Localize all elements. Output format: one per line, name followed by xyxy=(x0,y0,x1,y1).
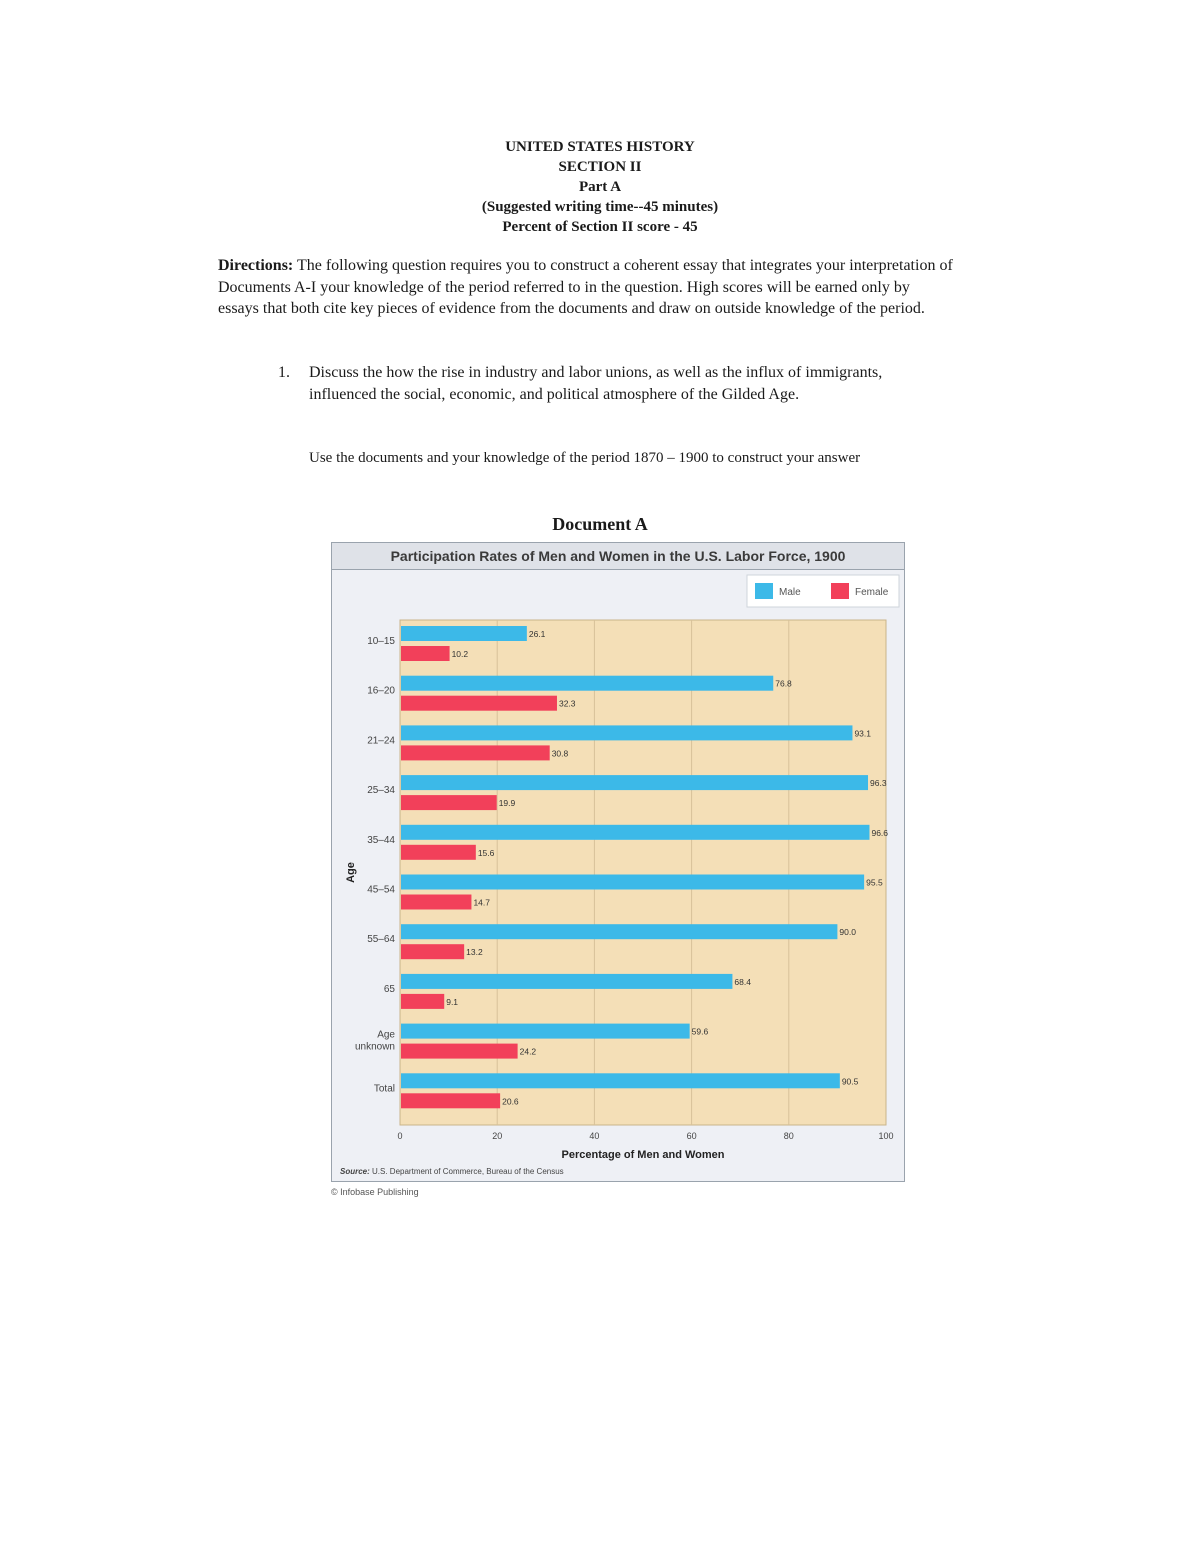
male-bar xyxy=(401,676,773,691)
question-number: 1. xyxy=(278,364,290,381)
category-label: 45–54 xyxy=(367,884,395,896)
male-bar-label: 95.5 xyxy=(866,877,883,888)
chart-frame xyxy=(331,542,905,1182)
x-axis-title: Percentage of Men and Women xyxy=(561,1149,725,1161)
directions-label: Directions: xyxy=(218,257,294,274)
male-bar xyxy=(401,725,852,740)
directions-paragraph xyxy=(218,255,953,320)
male-bar-label: 96.3 xyxy=(870,778,887,789)
category-label: 16–20 xyxy=(367,685,395,697)
male-bar xyxy=(401,974,732,989)
female-bar-label: 10.2 xyxy=(451,649,469,659)
chart-source: Source: U.S. Department of Commerce, Bureau of the Census xyxy=(340,1167,564,1176)
x-tick-label: 100 xyxy=(878,1131,894,1141)
category-label: 35–44 xyxy=(367,834,395,846)
female-bar-label: 20.6 xyxy=(502,1096,519,1107)
male-bar xyxy=(401,1073,840,1088)
female-bar-label: 9.1 xyxy=(446,996,459,1007)
question-instruction: Use the documents and your knowledge of the period 1870 – 1900 to construct your answer xyxy=(309,450,861,466)
female-bar xyxy=(401,944,464,959)
female-legend-swatch xyxy=(831,583,849,599)
category-label: 55–64 xyxy=(367,934,395,946)
male-bar-label: 90.5 xyxy=(841,1076,859,1087)
category-label: 25–34 xyxy=(367,785,395,797)
female-legend-label: Female xyxy=(855,587,889,598)
male-bar-label: 59.6 xyxy=(691,1026,709,1037)
female-bar xyxy=(401,745,550,760)
male-bar xyxy=(401,924,837,939)
header-part: Part A xyxy=(578,179,622,195)
category-label: 21–24 xyxy=(367,735,395,747)
header-writing-time: (Suggested writing time--45 minutes) xyxy=(481,199,719,215)
male-bar-label: 90.0 xyxy=(839,927,856,938)
x-tick-label: 40 xyxy=(589,1131,600,1141)
male-bar-label: 96.6 xyxy=(871,827,889,838)
x-tick-label: 60 xyxy=(686,1131,697,1141)
female-bar-label: 13.2 xyxy=(466,947,483,958)
category-label: Age xyxy=(377,1029,395,1041)
document-title: Document A xyxy=(552,514,648,534)
male-bar xyxy=(401,775,868,790)
female-bar xyxy=(401,1044,518,1059)
category-label: unknown xyxy=(354,1041,395,1053)
male-bar-label: 26.1 xyxy=(528,629,546,639)
female-bar xyxy=(401,994,444,1009)
female-bar xyxy=(401,1093,500,1108)
category-label: 10–15 xyxy=(367,636,395,647)
category-label: Total xyxy=(373,1083,395,1095)
female-bar xyxy=(401,795,497,810)
x-tick-label: 0 xyxy=(397,1131,403,1141)
male-bar xyxy=(401,626,527,641)
female-bar-label: 32.3 xyxy=(558,698,576,709)
female-bar xyxy=(401,845,476,860)
x-tick-label: 80 xyxy=(783,1131,794,1141)
female-bar xyxy=(401,646,450,661)
female-bar-label: 30.8 xyxy=(551,748,569,759)
male-legend-label: Male xyxy=(779,587,801,598)
male-bar xyxy=(401,825,869,840)
header-section: SECTION II xyxy=(558,159,642,175)
female-bar xyxy=(401,696,557,711)
male-legend-swatch xyxy=(755,583,773,599)
female-bar-label: 24.2 xyxy=(519,1046,537,1057)
header-course-title: UNITED STATES HISTORY xyxy=(505,139,695,155)
female-bar xyxy=(401,895,471,910)
male-bar xyxy=(401,1024,690,1039)
x-tick-label: 20 xyxy=(492,1131,503,1141)
female-bar-label: 14.7 xyxy=(473,897,490,908)
header-score-percent: Percent of Section II score - 45 xyxy=(502,219,698,235)
bar-chart xyxy=(332,543,904,1181)
female-bar-label: 15.6 xyxy=(477,847,495,858)
male-bar-label: 93.1 xyxy=(854,728,872,739)
y-axis-title: Age xyxy=(345,862,357,883)
female-bar-label: 19.9 xyxy=(498,798,516,809)
directions-text: The following question requires you to construct a coherent essay that integrates your interpretation of Documents A-I your knowledge of the period referred to in the question. High scores will be earned only by essays that both cite key pieces of evidence from the documents and draw on outside knowledge of the period. xyxy=(218,257,953,317)
male-bar-label: 76.8 xyxy=(775,678,792,689)
page-header xyxy=(0,137,1200,237)
male-bar-label: 68.4 xyxy=(734,976,751,987)
publisher-credit: © Infobase Publishing xyxy=(331,1187,419,1197)
chart-title: Participation Rates of Men and Women in the U.S. Labor Force, 1900 xyxy=(332,543,904,570)
question-text: Discuss the how the rise in industry and labor unions, as well as the influx of immigrants, influenced the social, economic, and political atmosphere of the Gilded Age. xyxy=(309,364,883,403)
male-bar xyxy=(401,875,864,890)
category-label: 65 xyxy=(383,983,395,995)
